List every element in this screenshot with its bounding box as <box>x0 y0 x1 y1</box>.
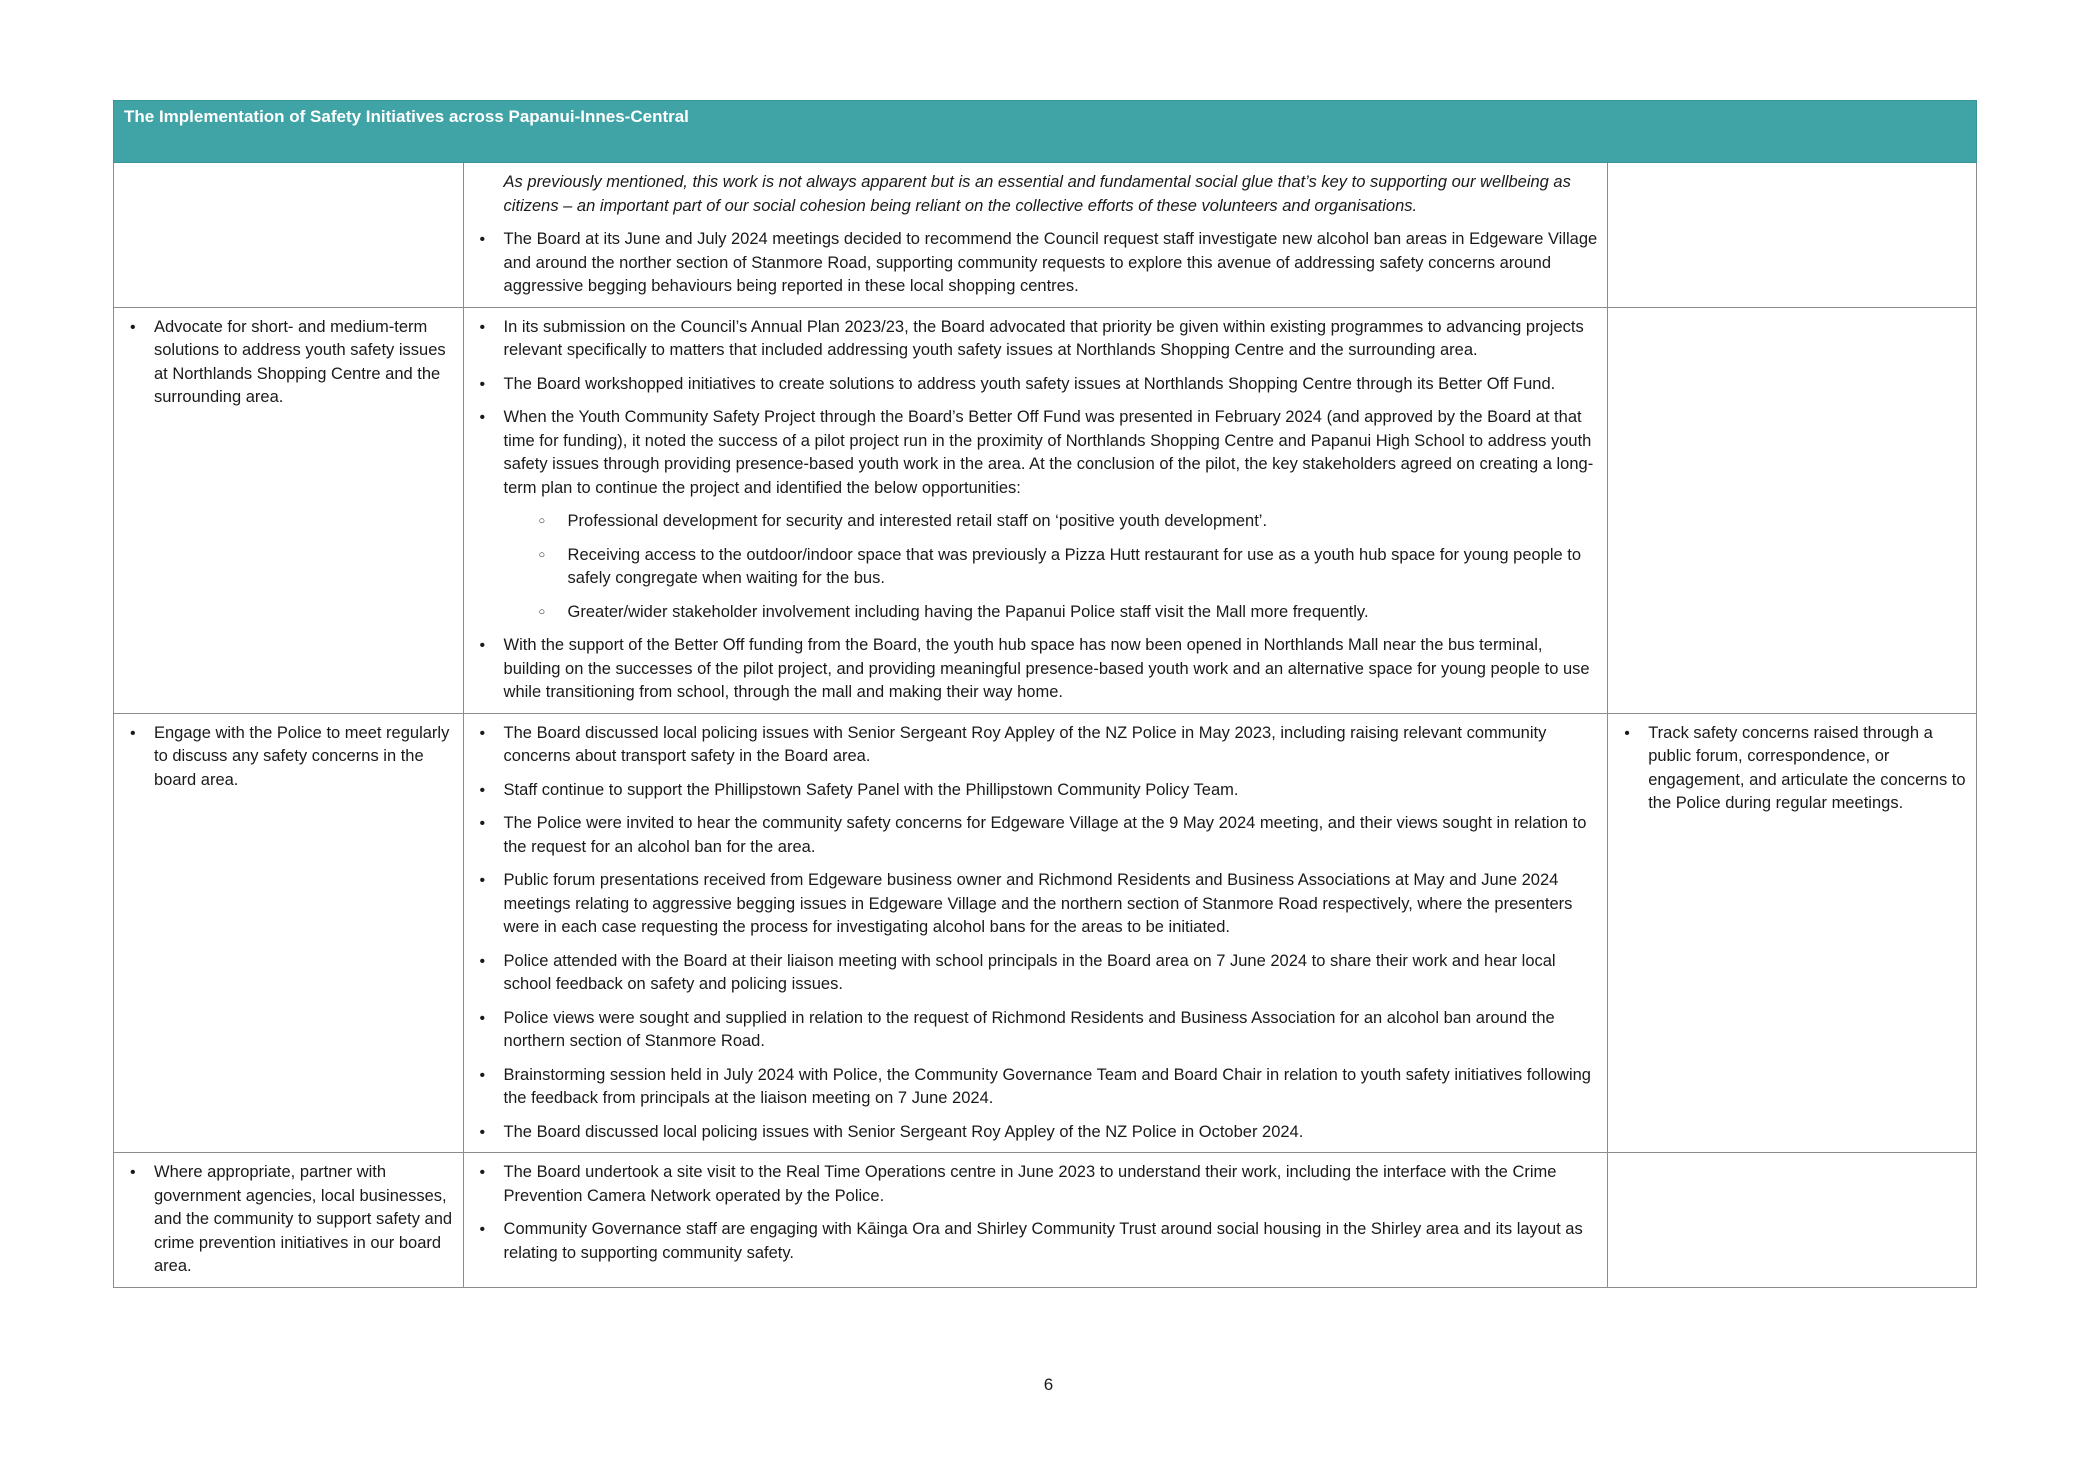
objective-cell <box>114 713 464 1153</box>
list-item: • The Board at its June and July 2024 meetings decided to recommend the Council request staff investigate new alcohol ban areas in Edgeware Village and around the norther section of Stanmore Road, supporting community requests to explore this avenue of addressing safety concerns around aggressive begging behaviours being reported in these local shopping centres. <box>474 228 1598 299</box>
sub-list-item: ○ Professional development for security and interested retail staff on ‘positive youth development’. <box>474 510 1598 534</box>
actions-cell <box>463 307 1608 713</box>
table-row <box>114 307 1977 713</box>
objective-cell <box>114 163 464 308</box>
actions-cell <box>463 713 1608 1153</box>
objective-text: • Engage with the Police to meet regularly to discuss any safety concerns in the board area. <box>124 722 453 793</box>
list-item: • With the support of the Better Off funding from the Board, the youth hub space has now been opened in Northlands Mall near the bus terminal, building on the successes of the pilot project, and providing meaningful presence-based youth work and an alternative space for young people to use while transitioning from school, through the mall and making their way home. <box>474 634 1598 705</box>
objective-cell <box>114 307 464 713</box>
list-item: • The Police were invited to hear the community safety concerns for Edgeware Village at the 9 May 2024 meeting, and their views sought in relation to the request for an alcohol ban for the area. <box>474 812 1598 859</box>
table-row <box>114 1153 1977 1288</box>
list-item: • The Board undertook a site visit to the Real Time Operations centre in June 2023 to understand their work, including the interface with the Crime Prevention Camera Network operated by the Police. <box>474 1161 1598 1208</box>
list-item: • Community Governance staff are engaging with Kāinga Ora and Shirley Community Trust around social housing in the Shirley area and its layout as relating to supporting community safety. <box>474 1218 1598 1265</box>
table-title: The Implementation of Safety Initiatives across Papanui-Innes-Central <box>114 101 1977 163</box>
actions-list <box>474 722 1598 1145</box>
list-item: • Public forum presentations received from Edgeware business owner and Richmond Residents and Business Associations at May and June 2024 meetings relating to aggressive begging issues in Edgeware Village and the northern section of Stanmore Road respectively, where the presenters were in each case requesting the process for investigating alcohol bans for the areas to be initiated. <box>474 869 1598 940</box>
measure-cell <box>1608 1153 1977 1288</box>
safety-initiatives-table <box>113 100 1977 1288</box>
list-item: • The Board discussed local policing issues with Senior Sergeant Roy Appley of the NZ Police in October 2024. <box>474 1121 1598 1145</box>
table-header-row <box>114 101 1977 163</box>
list-item: • In its submission on the Council’s Annual Plan 2023/23, the Board advocated that priority be given within existing programmes to advancing projects relevant specifically to matters that included addressing youth safety issues at Northlands Shopping Centre and the surrounding area. <box>474 316 1598 363</box>
list-item: • When the Youth Community Safety Project through the Board’s Better Off Fund was presented in February 2024 (and approved by the Board at that time for funding), it noted the success of a pilot project run in the proximity of Northlands Shopping Centre and Papanui High School to address youth safety issues through providing presence-based youth work in the area. At the conclusion of the pilot, the key stakeholders agreed on creating a long-term plan to continue the project and identified the below opportunities: <box>474 406 1598 500</box>
objective-text: • Where appropriate, partner with government agencies, local businesses, and the community to support safety and crime prevention initiatives in our board area. <box>124 1161 453 1279</box>
measure-cell <box>1608 163 1977 308</box>
list-item: • Brainstorming session held in July 2024 with Police, the Community Governance Team and Board Chair in relation to youth safety initiatives following the feedback from principals at the liaison meeting on 7 June 2024. <box>474 1064 1598 1111</box>
list-item: • The Board discussed local policing issues with Senior Sergeant Roy Appley of the NZ Police in May 2023, including raising relevant community concerns about transport safety in the Board area. <box>474 722 1598 769</box>
actions-list <box>474 228 1598 299</box>
objective-cell <box>114 1153 464 1288</box>
actions-list <box>474 316 1598 705</box>
intro-text: As previously mentioned, this work is not always apparent but is an essential and fundamental social glue that’s key to supporting our wellbeing as citizens – an important part of our social cohesion being reliant on the collective efforts of these volunteers and organisations. <box>503 173 1571 215</box>
list-item: • The Board workshopped initiatives to create solutions to address youth safety issues at Northlands Shopping Centre through its Better Off Fund. <box>474 373 1598 397</box>
table-row <box>114 713 1977 1153</box>
sub-list-item: ○ Receiving access to the outdoor/indoor space that was previously a Pizza Hutt restaurant for use as a youth hub space for young people to safely congregate when waiting for the bus. <box>474 544 1598 591</box>
actions-cell <box>463 1153 1608 1288</box>
actions-list <box>474 1161 1598 1265</box>
list-item: • Staff continue to support the Phillipstown Safety Panel with the Phillipstown Community Policy Team. <box>474 779 1598 803</box>
objective-text: • Advocate for short- and medium-term solutions to address youth safety issues at Northlands Shopping Centre and the surrounding area. <box>124 316 453 410</box>
list-item: • Police attended with the Board at their liaison meeting with school principals in the Board area on 7 June 2024 to share their work and hear local school feedback on safety and policing issues. <box>474 950 1598 997</box>
sub-list-item: ○ Greater/wider stakeholder involvement including having the Papanui Police staff visit the Mall more frequently. <box>474 601 1598 625</box>
list-item: • Police views were sought and supplied in relation to the request of Richmond Residents and Business Association for an alcohol ban around the northern section of Stanmore Road. <box>474 1007 1598 1054</box>
measure-cell <box>1608 307 1977 713</box>
measure-text: • Track safety concerns raised through a public forum, correspondence, or engagement, and articulate the concerns to the Police during regular meetings. <box>1618 722 1966 816</box>
page-number: 6 <box>1043 1375 1054 1394</box>
actions-cell <box>463 163 1608 308</box>
measure-cell <box>1608 713 1977 1153</box>
table-row <box>114 163 1977 308</box>
